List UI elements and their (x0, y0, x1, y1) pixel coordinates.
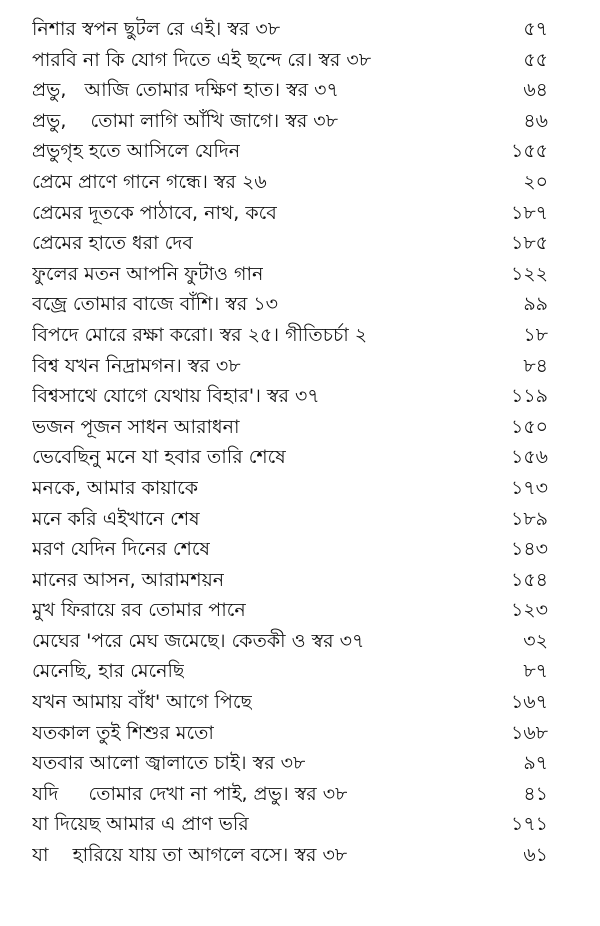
page-number: ১২৩ (510, 599, 548, 622)
song-title: যতবার আলো জ্বালাতে চাই। স্বর ৩৮ (32, 752, 306, 775)
song-title: মানের আসন, আরামশয়ন (32, 568, 225, 591)
index-entry (0, 595, 600, 626)
page-number: ৮৭ (523, 660, 548, 683)
index-entry (0, 106, 600, 137)
song-title: প্রেমে প্রাণে গানে গন্ধে। স্বর ২৬ (32, 170, 267, 193)
index-entry (0, 504, 600, 535)
page-number: ৯৭ (523, 752, 548, 775)
page-number: ১৬৮ (510, 721, 548, 744)
index-entry (0, 167, 600, 198)
song-title: নিশার স্বপন ছুটল রে এই। স্বর ৩৮ (32, 18, 281, 40)
index-entry (0, 748, 600, 779)
song-title: বিশ্ব যখন নিদ্রামগন। স্বর ৩৮ (32, 354, 241, 377)
index-entry (0, 381, 600, 412)
song-title: যতকাল তুই শিশুর মতো (32, 721, 214, 744)
index-entry (0, 259, 600, 290)
index-entry (0, 320, 600, 351)
page-number: ১৭১ (510, 813, 548, 836)
page-number: ৯৯ (523, 293, 548, 316)
page-number: ১৫০ (510, 415, 548, 438)
page-number: ১৬৭ (510, 691, 548, 714)
index-entry (0, 840, 600, 871)
song-title: প্রেমের হাতে ধরা দেব (32, 232, 193, 255)
page-number: ১৫৪ (511, 568, 548, 591)
song-title: মুখ ফিরায়ে রব তোমার পানে (32, 599, 246, 622)
page-number: ১৫৫ (511, 140, 548, 163)
page-number: ৬১ (523, 844, 548, 867)
index-entry (0, 809, 600, 840)
song-title: বিশ্বসাথে যোগে যেথায় বিহার'। স্বর ৩৭ (32, 385, 320, 408)
song-title: প্রভুগৃহ হতে আসিলে যেদিন (32, 140, 241, 163)
page-number: ১৫৬ (510, 446, 548, 469)
song-title: যখন আমায় বাঁধ' আগে পিছে (32, 691, 253, 714)
page-number: ১৮ (523, 323, 548, 346)
index-entry (0, 656, 600, 687)
index-entry (0, 442, 600, 473)
song-title: মেঘের 'পরে মেঘ জমেছে। কেতকী ও স্বর ৩৭ (32, 629, 365, 652)
index-entry (0, 718, 600, 749)
index-entry (0, 351, 600, 382)
song-title: ভজন পূজন সাধন আরাধনা (32, 415, 240, 438)
index-entry (0, 412, 600, 443)
song-title: বিপদে মোরে রক্ষা করো। স্বর ২৫। গীতিচর্চা ২ (32, 323, 368, 346)
song-title: ভেবেছিনু মনে যা হবার তারি শেষে (32, 446, 286, 469)
index-entry (0, 626, 600, 657)
index-entry (0, 75, 600, 106)
song-title: প্রভু, তোমা লাগি আঁখি জাগে। স্বর ৩৮ (32, 109, 338, 132)
index-entry (0, 289, 600, 320)
page-number: ১২২ (510, 262, 548, 285)
page-number: ১৮৭ (510, 201, 548, 224)
page-number: ১৮৯ (511, 507, 548, 530)
page-number: ৬৪ (523, 79, 548, 102)
index-entry (0, 687, 600, 718)
song-title: পারবি না কি যোগ দিতে এই ছন্দে রে। স্বর ৩৮ (32, 48, 372, 71)
song-title: প্রেমের দূতকে পাঠাবে, নাথ, কবে (32, 201, 277, 224)
index-entry (0, 473, 600, 504)
page-number: ১৮৫ (511, 232, 548, 255)
index-entry (0, 779, 600, 810)
page-number: ১১৯ (511, 385, 548, 408)
index-entry (0, 534, 600, 565)
song-title: মেনেছি, হার মেনেছি (32, 660, 185, 683)
song-title: যা দিয়েছ আমার এ প্রাণ ভরি (32, 813, 249, 836)
page-number: ১৭৩ (510, 476, 548, 499)
index-entry (0, 228, 600, 259)
page-number: ৮৪ (523, 354, 548, 377)
song-title: বজ্রে তোমার বাজে বাঁশি। স্বর ১৩ (32, 293, 279, 316)
song-title: মনে করি এইখানে শেষ (32, 507, 200, 530)
index-entry (0, 45, 600, 76)
song-title: মনকে, আমার কায়াকে (32, 476, 199, 499)
index-entry (0, 198, 600, 229)
page-number: ৫৭ (523, 18, 548, 40)
page-number: ৪৬ (523, 109, 548, 132)
song-title: মরণ যেদিন দিনের শেষে (32, 538, 210, 561)
page-number: ১৪৩ (510, 538, 548, 561)
page-number: ৪১ (523, 782, 548, 805)
page-number: ৩২ (523, 629, 548, 652)
page-number: ২০ (523, 170, 548, 193)
index-entry (0, 565, 600, 596)
page-number: ৫৫ (523, 48, 548, 71)
song-title: প্রভু, আজি তোমার দক্ষিণ হাত। স্বর ৩৭ (32, 79, 339, 102)
index-entry (0, 136, 600, 167)
song-title: ফুলের মতন আপনি ফুটাও গান (32, 262, 264, 285)
index-entry (0, 14, 600, 45)
song-title: যা হারিয়ে যায় তা আগলে বসে। স্বর ৩৮ (32, 844, 348, 867)
song-title: যদি তোমার দেখা না পাই, প্রভু। স্বর ৩৮ (32, 782, 348, 805)
